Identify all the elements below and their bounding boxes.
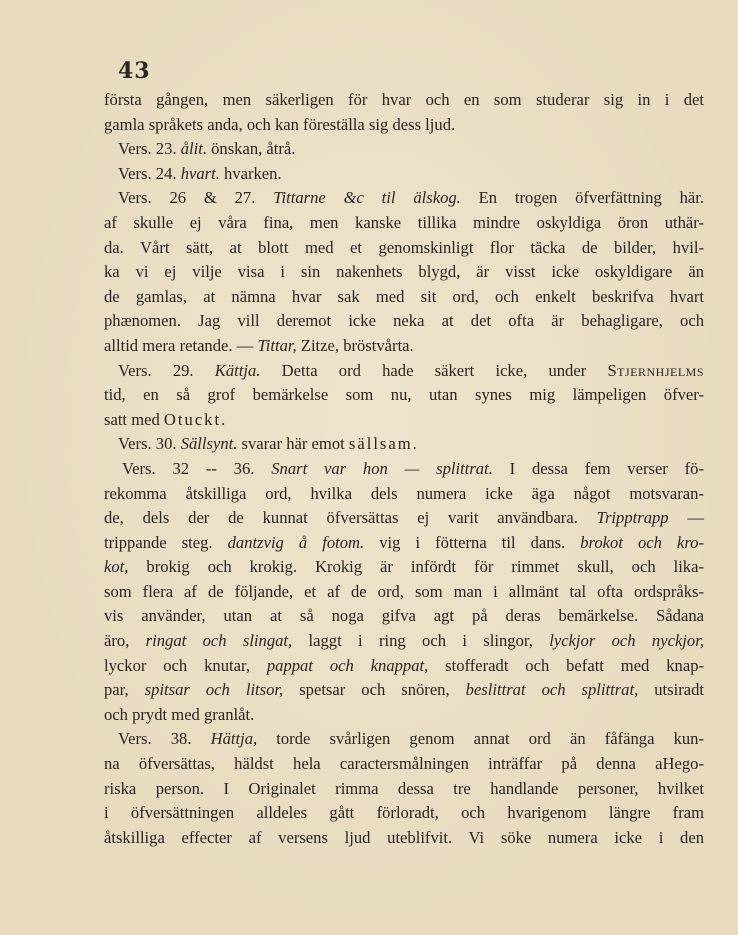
text-run: stofferadt och befatt med knap- [428,655,705,675]
text-run: de, dels der de kunnat öfversättas ej varit användbara. [104,508,597,528]
body-text [104,88,704,850]
text-run: första gången, men säkerligen för hvar och en som studerar sig in i det [104,90,704,109]
text-run: utsiradt [638,680,705,700]
text-run: Tittar, [257,335,297,355]
text-run: Zitze, bröstvårta. [296,335,414,355]
text-run: gamla språkets anda, och kan föreställa sig dess ljud. [104,114,456,134]
text-line [104,580,704,605]
text-line [104,211,704,236]
text-run: torde svårligen genom annat ord än fåfänga kun- [257,729,704,749]
text-run: och prydt med granlåt. [104,704,255,724]
text-line [104,531,704,556]
text-run: pappat och knappat, [266,655,429,675]
text-run: da. Vårt sätt, at blott med et genomskinligt flor täcka de bilder, hvil- [104,237,704,257]
text-run: Vers. 26 & 27. [118,188,274,208]
text-line [104,137,704,162]
text-run: Sällsynt. [180,434,238,454]
text-run: svarar här emot [237,434,349,454]
text-run: spitsar och litsor, [144,680,284,700]
text-run: som flera af de följande, et af de ord, som man i allmänt tal ofta ordspråks- [104,581,704,601]
text-run: brokot och kro- [580,532,705,552]
text-run: äro, [104,631,146,651]
text-run: önskan, åtrå. [206,139,296,159]
text-run: de gamlas, at nämna hvar sak med sit ord, och enkelt beskrifva hvart [104,286,704,306]
text-run: — [668,508,704,528]
text-line [104,432,704,457]
text-line [104,334,704,359]
text-line [104,604,704,629]
text-run: beslittrat och splittrat, [465,680,639,700]
text-run: phænomen. Jag vill deremot icke neka at det ofta är behagligare, och [104,311,704,331]
text-run: Detta ord hade säkert icke, under [260,360,608,380]
text-line [104,186,704,211]
text-line [104,260,704,285]
text-run: Vers. 38. [118,729,211,749]
text-run: hvart. [180,163,220,183]
text-line [104,801,704,826]
text-run: spetsar och snören, [283,680,466,700]
text-run: ka vi ej vilje visa i sin nakenhets blygd, är visst icke oskyldigare än [104,262,704,282]
text-line [104,703,704,728]
text-line [104,826,704,851]
text-line [104,162,704,187]
text-run: sällsam. [348,434,419,454]
text-run: lyckjor och nyckjor, [549,631,704,651]
page-number: 43 [118,58,151,84]
text-line [104,113,704,138]
text-run: Hättja, [210,729,258,749]
text-run: Stjernhjelms [607,360,705,380]
text-run: Snart var hon — splittrat. [271,458,493,478]
text-run: Otuckt. [163,409,228,429]
text-line [104,654,704,679]
text-line [104,777,704,802]
text-line [104,285,704,310]
text-run: i öfversättningen alldeles gått förloradt, och hvarigenom längre fram [104,803,704,823]
text-run: hvarken. [219,163,282,183]
text-run: af skulle ej våra fina, men kanske tillika mindre oskyldiga öron uthär- [104,212,704,232]
text-run: rekomma åtskilliga ord, hvilka dels numera icke äga något motsvaran- [104,483,704,503]
text-line [104,359,704,384]
text-run: vis använder, utan at så noga gifva agt på deras bemärkelse. Sådana [104,606,704,626]
text-run: Kättja. [214,360,261,380]
text-run: vig i fötterna til dans. [364,532,581,552]
text-run: par, [104,680,145,700]
text-line [104,678,704,703]
text-run: Tittarne &c til älskog. [273,188,461,208]
text-run: Vers. 24. [118,163,181,183]
text-line [104,88,704,113]
text-run: satt med [104,409,164,429]
text-run: ålit. [180,139,207,159]
text-line [104,555,704,580]
text-run: riska person. I Originalet rimma dessa tre handlande personer, hvilket [104,778,704,798]
text-line [104,727,704,752]
text-line [104,506,704,531]
text-run: trippande steg. [104,532,228,552]
text-line [104,408,704,433]
text-line [104,752,704,777]
text-line [104,629,704,654]
text-run: lyckor och knutar, [104,655,267,675]
text-run: Vers. 30. [118,434,181,454]
text-line [104,482,704,507]
text-run: åtskilliga effecter af versens ljud uteblifvit. Vi söke numera icke i den [104,827,704,847]
text-run: alltid mera retande. — [104,335,258,355]
text-line [104,457,704,482]
text-line [104,236,704,261]
text-run: laggt i ring och i slingor, [292,631,550,651]
text-line [104,309,704,334]
text-run: dantzvig å fotom. [227,532,365,552]
text-run: kot, [104,557,129,577]
text-run: tid, en så grof bemärkelse som nu, utan synes mig lämpeligen öfver- [104,385,704,405]
text-run: ringat och slingat, [145,631,293,651]
text-run: Vers. 23. [118,139,181,159]
text-run: Vers. 29. [118,360,215,380]
text-run: Vers. 32 -- 36. [122,458,272,478]
text-run: En trogen öfverfättning här. [460,188,705,208]
text-run: brokig och krokig. Krokig är infördt för rimmet skull, och lika- [128,557,704,577]
text-run: Tripptrapp [596,508,669,528]
text-run: na öfversättas, häldst hela caractersmålningen inträffar på denna aHego- [104,754,704,774]
text-line [104,383,704,408]
text-run: I dessa fem verser fö- [492,458,704,478]
